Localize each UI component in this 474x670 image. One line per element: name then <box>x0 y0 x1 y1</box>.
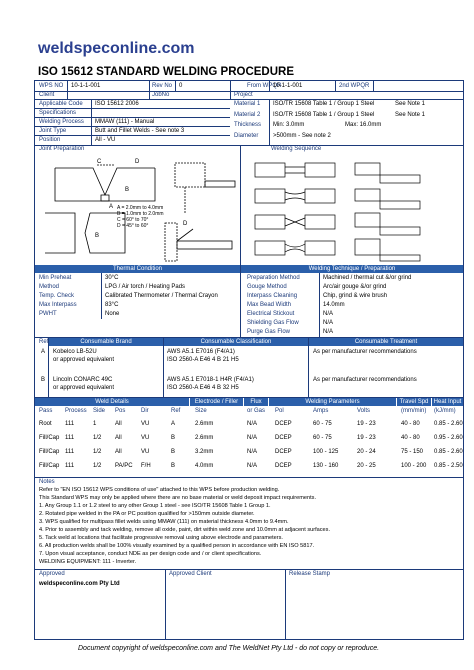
weld-table-cell: DCEP <box>275 449 292 455</box>
prep-method-value: Machined / thermal cut &/or grind <box>323 275 412 281</box>
dim-letter-b2: B <box>95 233 100 239</box>
second-wpqr-label: 2nd WPQR <box>339 83 370 89</box>
temp-check-label: Temp. Check <box>39 293 75 299</box>
shielding-gas-value: N/A <box>323 320 334 326</box>
wps-no-label: WPS NO <box>39 83 64 89</box>
from-wpqr-value: 10-1-1-001 <box>273 83 303 89</box>
weld-table-col-header: Pass <box>39 408 53 414</box>
dim-a-text: A = 2.0mm to 4.0mm <box>117 205 164 211</box>
position-value: All - VU <box>95 137 116 143</box>
consumable-a-brand2: or approved equivalent <box>53 357 115 363</box>
weld-table-col-header: or Gas <box>247 408 266 414</box>
consumable-ref-label: Ref <box>39 339 49 345</box>
applicable-code-value: ISO 15612 2006 <box>95 101 139 107</box>
shielding-gas-label: Shielding Gas Flow <box>247 320 299 326</box>
project-label: Project <box>234 92 253 98</box>
welding-parameters-header: Welding Parameters <box>269 398 396 406</box>
weld-details-header: Weld Details <box>35 398 189 406</box>
travel-speed-header: Travel Spd <box>397 398 431 406</box>
notes-header: Notes <box>39 479 55 485</box>
max-bead-width-value: 14.0mm <box>323 302 345 308</box>
temp-check-value: Calibrated Thermometer / Thermal Crayon <box>105 293 218 299</box>
weld-table-cell: Fill/Cap <box>39 449 60 455</box>
pwht-label: PWHT <box>39 311 57 317</box>
technique-header: Welding Technique / Preparation <box>241 265 463 273</box>
weld-table-cell: VU <box>141 435 150 441</box>
thickness-label: Thickness <box>234 122 262 128</box>
dim-letter-c: C <box>97 159 102 165</box>
note-line: Refer to "EN ISO 15612 WPS conditions of use" attached to this WPS before production welding. <box>39 487 280 493</box>
welding-process-value: MMAW (111) - Manual <box>95 119 155 125</box>
diameter-value: >500mm - See note 2 <box>273 133 331 139</box>
note-line: 2. Rotated pipe welded in the PA or PC position qualified for >150mm outside diameter. <box>39 511 255 517</box>
thermal-condition-header: Thermal Condition <box>35 265 240 273</box>
weld-table-cell: All <box>115 449 122 455</box>
weld-table-col-header: Process <box>65 408 87 414</box>
prep-method-label: Preparation Method <box>247 275 300 281</box>
approved-client-label: Approved Client <box>169 571 212 577</box>
weld-table-col-header: Volts <box>357 408 371 414</box>
weld-table-cell: DCEP <box>275 421 292 427</box>
max-interpass-value: 83°C <box>105 302 119 308</box>
electrode-filler-header: Electrode / Filler <box>190 398 243 406</box>
consumable-b-brand2: or approved equivalent <box>53 385 115 391</box>
thickness-max: Max: 16.0mm <box>345 122 382 128</box>
weld-table-cell: 60 - 75 <box>313 421 332 427</box>
consumable-b-ref: B <box>41 377 46 383</box>
consumable-b-brand1: Lincoln CONARC 49C <box>53 377 113 383</box>
electrical-stickout-label: Electrical Stickout <box>247 311 295 317</box>
consumable-class-header: Consumable Classification <box>164 338 308 346</box>
consumable-treatment-header: Consumable Treatment <box>309 338 463 346</box>
weld-table-cell: 0.95 - 2.60 <box>434 435 463 441</box>
weld-table-cell: Fill/Cap <box>39 435 60 441</box>
weld-table-cell: 60 - 75 <box>313 435 332 441</box>
min-preheat-value: 30°C <box>105 275 119 281</box>
weld-table-cell: N/A <box>247 435 258 441</box>
consumable-b-class1: AWS A5.1 E7018-1 H4R (F4/A1) <box>167 377 254 383</box>
dim-letter-b: B <box>125 187 130 193</box>
max-bead-width-label: Max Bead Width <box>247 302 292 308</box>
consumable-b-treatment: As per manufacturer recommendations <box>313 377 417 383</box>
welding-sequence-diagram <box>245 155 460 265</box>
purge-gas-label: Purge Gas Flow <box>247 329 291 335</box>
dim-b-text: B = 1.0mm to 2.0mm <box>117 211 164 217</box>
note-line: 4. Prior to assembly and tack welding, remove all oxide, paint, dirt within weld zone and 10.0mm at adjacent surfaces. <box>39 527 331 533</box>
wps-sheet <box>34 80 464 640</box>
gouge-method-value: Arc/air gouge &/or grind <box>323 284 387 290</box>
weld-table-cell: 111 <box>65 435 75 441</box>
weld-table-cell: 111 <box>65 421 75 427</box>
jobno-label: JobNo <box>152 92 170 98</box>
min-preheat-label: Min Preheat <box>39 275 72 281</box>
weld-table-cell: A <box>171 421 176 427</box>
weld-table-cell: Fill/Cap <box>39 463 60 469</box>
weld-table-cell: 1/2 <box>93 435 102 441</box>
consumable-a-ref: A <box>41 349 46 355</box>
weld-table-col-header: Amps <box>313 408 329 414</box>
weld-table-cell: VU <box>141 449 150 455</box>
weld-table-cell: 40 - 80 <box>401 435 420 441</box>
specifications-label: Specifications <box>39 110 77 116</box>
flux-header: Flux <box>244 398 268 406</box>
interpass-cleaning-label: Interpass Cleaning <box>247 293 298 299</box>
welding-process-label: Welding Process <box>39 119 84 125</box>
dim-letter-a: A <box>109 204 114 210</box>
pwht-value: None <box>105 311 120 317</box>
material2-label: Material 2 <box>234 112 261 118</box>
weld-table-col-header: Size <box>195 408 207 414</box>
dim-d-text: D = 45° to 60° <box>117 223 149 229</box>
material1-label: Material 1 <box>234 101 261 107</box>
electrical-stickout-value: N/A <box>323 311 334 317</box>
note-line: 6. All production welds shall be 100% visually examined by a qualified person in accordance with EN ISO 5817. <box>39 543 315 549</box>
note-line: 5. Tack weld at locations that facilitate progressive removal using above electrode and parameters. <box>39 535 283 541</box>
weld-table-cell: 111 <box>65 449 75 455</box>
note-line: 3. WPS qualified for multipass fillet welds using MMAW (111) on material thickness 4.0mm to 9.4mm. <box>39 519 289 525</box>
weld-table-cell: 20 - 25 <box>357 463 376 469</box>
rev-no-label: Rev No <box>152 83 173 89</box>
weld-table-cell: All <box>115 435 122 441</box>
weld-table-cell: 2.6mm <box>195 421 214 427</box>
weld-table-cell: 0.85 - 2.60 <box>434 421 463 427</box>
footer-copyright: Document copyright of weldspeconline.com and The WeldNet Pty Ltd - do not copy or reproduce. <box>78 645 380 652</box>
wps-no-value: 10-1-1-001 <box>71 83 101 89</box>
dim-c-text: C = 60° to 70° <box>117 217 149 223</box>
consumable-brand-header: Consumable Brand <box>49 338 163 346</box>
note-line: 1. Any Group 1.1 or 1.2 steel to any other Group 1 steel - see ISO/TR 15608 Table 1 Group 1. <box>39 503 271 509</box>
weld-table-col-header: (mm/min) <box>401 408 427 414</box>
interpass-cleaning-value: Chip, grind & wire brush <box>323 293 388 299</box>
weld-table-cell: 0.85 - 2.50 <box>434 463 463 469</box>
weld-table-cell: PA/PC <box>115 463 133 469</box>
weld-table-cell: DCEP <box>275 463 292 469</box>
max-interpass-label: Max Interpass <box>39 302 77 308</box>
note-line: WELDING EQUIPMENT: 111 - Inverter. <box>39 559 137 565</box>
material1-value: ISO/TR 15608 Table 1 / Group 1 Steel <box>273 101 375 107</box>
diameter-label: Diameter <box>234 133 259 139</box>
joint-type-label: Joint Type <box>39 128 67 134</box>
weld-table-cell: VU <box>141 421 150 427</box>
method-label: Method <box>39 284 60 290</box>
brand-logo-text: weldspeconline.com <box>38 40 195 57</box>
purge-gas-value: N/A <box>323 329 334 335</box>
consumable-a-class1: AWS A5.1 E7016 (F4/A1) <box>167 349 235 355</box>
weld-table-cell: 2.6mm <box>195 435 214 441</box>
weld-table-cell: B <box>171 463 176 469</box>
material2-note: See Note 1 <box>395 112 426 118</box>
weld-table-cell: 20 - 24 <box>357 449 376 455</box>
weld-table-col-header: (kJ/mm) <box>434 408 456 414</box>
weld-table-cell: 130 - 160 <box>313 463 339 469</box>
joint-type-value: Butt and Fillet Welds - See note 3 <box>95 128 185 134</box>
weld-table-cell: B <box>171 435 176 441</box>
material2-value: ISO/TR 15608 Table 1 / Group 1 Steel <box>273 112 375 118</box>
weld-table-cell: Root <box>39 421 52 427</box>
weld-table-col-header: Pol <box>275 408 284 414</box>
weld-table-cell: 3.2mm <box>195 449 214 455</box>
method-value: LPG / Air torch / Heating Pads <box>105 284 186 290</box>
weld-table-cell: N/A <box>247 421 258 427</box>
applicable-code-label: Applicable Code <box>39 101 83 107</box>
weld-table-cell: N/A <box>247 449 258 455</box>
consumable-a-class2: ISO 2560-A E46 4 B 21 H5 <box>167 357 239 363</box>
consumable-b-class2: ISO 2560-A E46 4 B 32 H5 <box>167 385 239 391</box>
weld-table-cell: 111 <box>65 463 75 469</box>
heat-input-header: Heat Input <box>433 399 462 405</box>
weld-table-col-header: Pos <box>115 408 126 414</box>
weld-table-cell: 0.85 - 2.60 <box>434 449 463 455</box>
weld-table-cell: DCEP <box>275 435 292 441</box>
consumable-a-treatment: As per manufacturer recommendations <box>313 349 417 355</box>
weld-table-cell: 19 - 23 <box>357 421 376 427</box>
client-label: Client <box>39 92 55 98</box>
thickness-min: Min: 3.0mm <box>273 122 305 128</box>
weld-table-col-header: Side <box>93 408 106 414</box>
approved-value: weldspeconline.com Pty Ltd <box>39 581 120 587</box>
dim-letter-d: D <box>135 159 140 165</box>
weld-table-cell: 100 - 125 <box>313 449 339 455</box>
approved-label: Approved <box>39 571 65 577</box>
joint-prep-label: Joint Preparation <box>39 146 85 152</box>
dim-letter-d2: D <box>183 221 188 227</box>
weld-table-cell: N/A <box>247 463 258 469</box>
page-title: ISO 15612 STANDARD WELDING PROCEDURE <box>38 66 295 78</box>
weld-table-cell: 1 <box>93 421 97 427</box>
weld-table-cell: 40 - 80 <box>401 421 420 427</box>
weld-table-cell: 1/2 <box>93 463 102 469</box>
weld-table-cell: F/H <box>141 463 151 469</box>
weld-table-col-header: Ref <box>171 408 181 414</box>
release-stamp-label: Release Stamp <box>289 571 331 577</box>
note-line: This Standard WPS may only be applied where there are no base material or weld deposit impact requirements. <box>39 495 317 501</box>
position-label: Position <box>39 137 61 143</box>
gouge-method-label: Gouge Method <box>247 284 287 290</box>
weld-table-cell: All <box>115 421 122 427</box>
weld-table-cell: 19 - 23 <box>357 435 376 441</box>
weld-table-cell: 75 - 150 <box>401 449 424 455</box>
note-line: 7. Upon visual acceptance, conduct NDE as per design code and / or client specifications. <box>39 551 262 557</box>
welding-sequence-label: Welding Sequence <box>271 146 322 152</box>
from-wpqr-label: From WPQR <box>247 83 282 89</box>
weld-table-cell: 4.0mm <box>195 463 214 469</box>
rev-no-value: 0 <box>179 83 183 89</box>
weld-table-cell: 100 - 200 <box>401 463 427 469</box>
weld-table-col-header: Dir <box>141 408 149 414</box>
material1-note: See Note 1 <box>395 101 426 107</box>
weld-table-cell: B <box>171 449 176 455</box>
weld-table-cell: 1/2 <box>93 449 102 455</box>
consumable-a-brand1: Kobelco LB-52U <box>53 349 97 355</box>
